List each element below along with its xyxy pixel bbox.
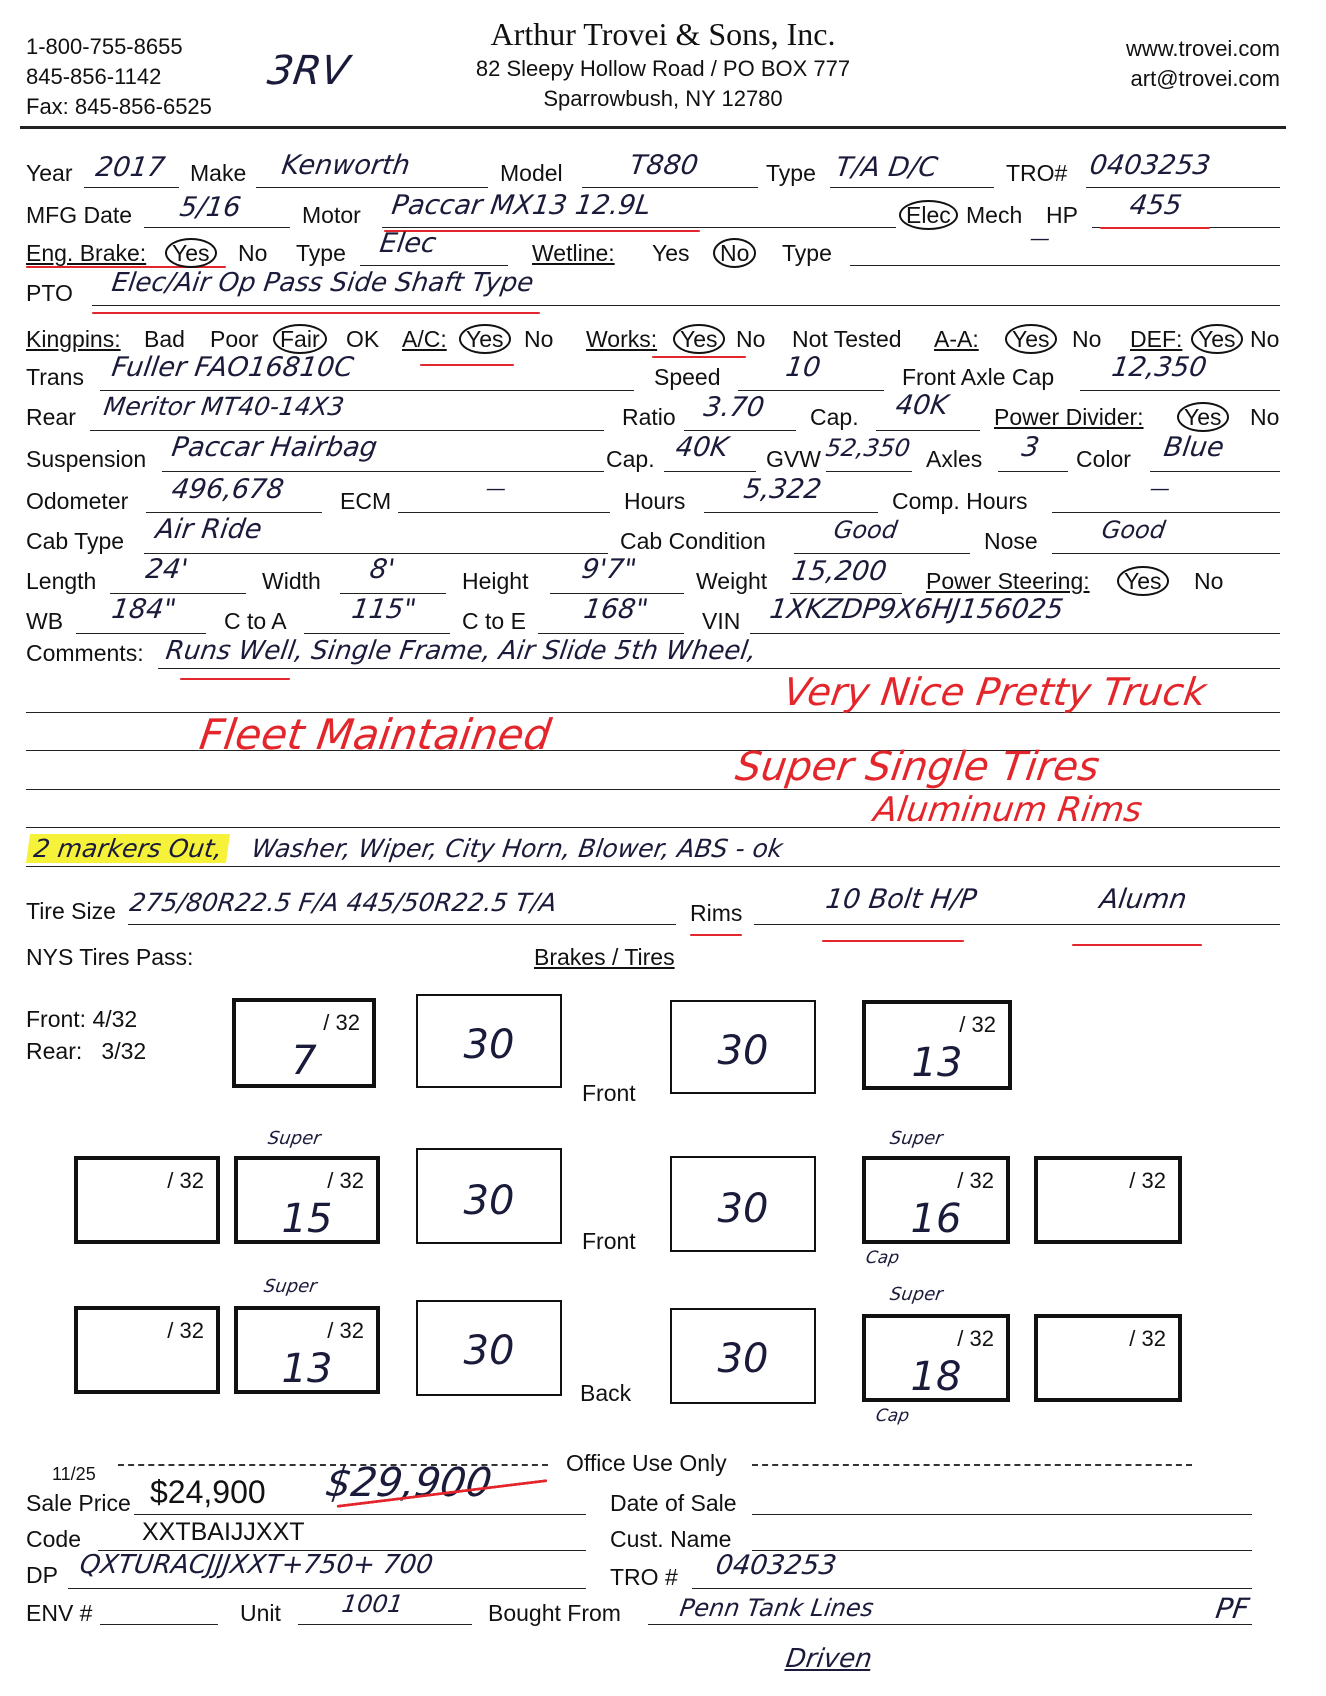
label-front-1: Front — [582, 1080, 636, 1106]
option-power-divider-no: No — [1250, 404, 1280, 430]
note-super-left-2: Super — [266, 1128, 323, 1149]
option-aa-yes-selected: Yes — [1012, 326, 1057, 353]
value-suspension: Paccar Hairbag — [169, 432, 380, 463]
option-kingpins-fair-selected: Fair — [280, 326, 327, 353]
label-motor: Motor — [302, 202, 361, 228]
option-aa-no: No — [1072, 326, 1102, 352]
brake-rear-left[interactable]: 30 — [416, 1300, 562, 1396]
label-comments: Comments: — [26, 640, 144, 666]
label-type: Type — [766, 160, 816, 186]
value-width: 8' — [367, 554, 397, 585]
label-works: Works: — [586, 326, 658, 352]
option-kingpins-bad: Bad — [144, 326, 185, 352]
label-year: Year — [26, 160, 73, 186]
label-ecm: ECM — [340, 488, 392, 514]
label-rear: Rear — [26, 404, 76, 430]
comment-super-single: Super Single Tires — [732, 744, 1103, 790]
label-front-axle-cap: Front Axle Cap — [902, 364, 1055, 390]
comment-line-1: Runs Well, Single Frame, Air Slide 5th Wheel, — [163, 636, 759, 666]
label-date-of-sale: Date of Sale — [610, 1490, 737, 1516]
option-elec-selected: Elec — [906, 202, 958, 229]
option-power-divider-yes-selected: Yes — [1184, 404, 1229, 431]
brake-rear-right[interactable]: 30 — [670, 1308, 816, 1404]
value-length: 24' — [143, 554, 190, 585]
value-height: 9'7" — [579, 554, 639, 585]
brake-front-left[interactable]: 30 — [416, 994, 562, 1088]
tire-front-right[interactable]: / 32 13 — [862, 1000, 1012, 1090]
option-wetline-no-selected: No — [720, 240, 756, 267]
value-rear-cap: 40K — [893, 390, 951, 421]
label-vin: VIN — [702, 608, 741, 634]
brake-mid-left[interactable]: 30 — [416, 1148, 562, 1244]
option-eng-brake-no: No — [238, 240, 268, 266]
label-unit: Unit — [240, 1600, 281, 1626]
value-model: T880 — [627, 150, 701, 181]
value-year: 2017 — [93, 152, 167, 183]
tire-rear-outer-left[interactable]: / 32 — [74, 1306, 220, 1394]
label-susp-cap: Cap. — [606, 446, 655, 472]
value-comp-hours: — — [1148, 476, 1172, 500]
label-odometer: Odometer — [26, 488, 129, 514]
phone-local: 845-856-1142 — [26, 64, 162, 89]
option-ac-yes-selected: Yes — [466, 326, 511, 353]
label-brakes-tires: Brakes / Tires — [534, 944, 675, 970]
label-ratio: Ratio — [622, 404, 676, 430]
label-height: Height — [462, 568, 529, 594]
value-vin: 1XKZDP9X6HJ156025 — [767, 594, 1066, 625]
value-bought-from: Penn Tank Lines — [678, 1594, 876, 1622]
label-front-2: Front — [582, 1228, 636, 1254]
note-cap-2: Cap — [864, 1248, 901, 1268]
value-color: Blue — [1161, 432, 1226, 463]
option-works-no: No — [736, 326, 766, 352]
label-width: Width — [262, 568, 321, 594]
value-old-price: $29,900 — [322, 1460, 495, 1506]
tire-mid-inner-right[interactable]: / 32 16 — [862, 1156, 1010, 1244]
label-hours: Hours — [624, 488, 686, 514]
option-kingpins-poor: Poor — [210, 326, 259, 352]
value-tro: 0403253 — [1087, 150, 1213, 181]
value-c-to-a: 115" — [349, 594, 419, 625]
label-pto: PTO — [26, 280, 73, 306]
label-wetline: Wetline: — [532, 240, 615, 266]
company-contact — [1126, 34, 1280, 94]
option-power-steering-yes-selected: Yes — [1124, 568, 1169, 595]
value-tire-size: 275/80R22.5 F/A 445/50R22.5 T/A — [127, 888, 559, 917]
value-tro-office: 0403253 — [713, 1550, 839, 1581]
comment-markers-out: 2 markers Out, — [26, 834, 230, 863]
value-motor: Paccar MX13 12.9L — [389, 190, 653, 221]
option-eng-brake-yes-selected: Yes — [172, 240, 217, 267]
comment-inspection: Washer, Wiper, City Horn, Blower, ABS - ok — [249, 834, 785, 863]
fax-number: Fax: 845-856-6525 — [26, 94, 212, 119]
brake-mid-right[interactable]: 30 — [670, 1156, 816, 1252]
company-email[interactable]: art@trovei.com — [1130, 66, 1280, 91]
label-c-to-a: C to A — [224, 608, 287, 634]
value-cab-type: Air Ride — [153, 514, 264, 545]
value-ratio: 3.70 — [701, 392, 767, 423]
option-def-no: No — [1250, 326, 1280, 352]
label-model: Model — [500, 160, 563, 186]
label-power-steering: Power Steering: — [926, 568, 1090, 594]
label-cab-type: Cab Type — [26, 528, 125, 554]
value-c-to-e: 168" — [581, 594, 651, 625]
value-speed: 10 — [783, 352, 823, 383]
label-weight: Weight — [696, 568, 768, 594]
note-super-right-2: Super — [888, 1128, 945, 1149]
value-front-axle-cap: 12,350 — [1109, 352, 1209, 383]
label-eng-brake: Eng. Brake: — [26, 240, 147, 266]
value-rims: 10 Bolt H/P — [823, 884, 979, 915]
header-divider — [20, 126, 1286, 129]
label-env: ENV # — [26, 1600, 93, 1626]
label-length: Length — [26, 568, 97, 594]
label-def: DEF: — [1130, 326, 1183, 352]
tire-mid-outer-right[interactable]: / 32 — [1034, 1156, 1182, 1244]
label-kingpins: Kingpins: — [26, 326, 121, 352]
value-sale-price: $24,900 — [150, 1474, 266, 1510]
label-sale-price: Sale Price — [26, 1490, 131, 1516]
value-mfg-date: 5/16 — [177, 192, 243, 223]
option-mech: Mech — [966, 202, 1023, 228]
label-dp: DP — [26, 1562, 58, 1588]
label-ac: A/C: — [402, 326, 447, 352]
value-wetline-type: — — [1028, 226, 1052, 250]
label-back: Back — [580, 1380, 632, 1406]
value-type: T/A D/C — [833, 152, 940, 183]
value-dp: QXTURACJJJXXT+750+ 700 — [77, 1550, 435, 1580]
note-cap-3: Cap — [874, 1406, 911, 1426]
company-address: 82 Sleepy Hollow Road / PO BOX 777 — [475, 56, 851, 81]
option-ac-no: No — [524, 326, 554, 352]
tire-mid-inner-left[interactable]: / 32 15 — [234, 1156, 380, 1244]
label-tro-office: TRO # — [610, 1564, 678, 1590]
value-ecm: — — [484, 476, 508, 500]
value-nose: Good — [1100, 516, 1168, 544]
value-gvw: 52,350 — [824, 434, 912, 462]
label-nys-tires-pass: NYS Tires Pass: — [26, 944, 194, 970]
value-hp: 455 — [1127, 190, 1184, 221]
value-make: Kenworth — [279, 150, 413, 181]
option-power-steering-no: No — [1194, 568, 1224, 594]
tire-front-left[interactable]: / 32 7 — [232, 998, 376, 1088]
label-speed: Speed — [654, 364, 721, 390]
company-city: Sparrowbush, NY 12780 — [543, 86, 783, 111]
value-cab-condition: Good — [832, 516, 900, 544]
handwritten-tag: 3RV — [264, 48, 352, 94]
option-works-yes-selected: Yes — [680, 326, 725, 353]
front-spec: Front: 4/32 — [26, 1006, 138, 1032]
comment-aluminum-rims: Aluminum Rims — [871, 790, 1145, 830]
label-trans: Trans — [26, 364, 84, 390]
value-driven: Driven — [783, 1644, 874, 1674]
value-rims-material: Alumn — [1097, 884, 1189, 915]
tire-mid-outer-left[interactable]: / 32 — [74, 1156, 220, 1244]
label-comp-hours: Comp. Hours — [892, 488, 1028, 514]
phone-tollfree: 1-800-755-8655 — [26, 34, 183, 59]
label-brake-type: Type — [296, 240, 346, 266]
value-rear: Meritor MT40-14X3 — [101, 392, 347, 421]
label-tire-size: Tire Size — [26, 898, 116, 924]
label-tro: TRO# — [1006, 160, 1068, 186]
value-brake-type: Elec — [377, 228, 439, 259]
comment-fleet-maintained: Fleet Maintained — [196, 710, 555, 759]
brake-front-right[interactable]: 30 — [670, 1000, 816, 1094]
label-bought-from: Bought From — [488, 1600, 621, 1626]
label-nose: Nose — [984, 528, 1038, 554]
tire-rear-inner-left[interactable]: / 32 13 — [234, 1306, 380, 1394]
value-unit: 1001 — [340, 1590, 406, 1618]
value-pto: Elec/Air Op Pass Side Shaft Type — [109, 268, 536, 298]
label-hp: HP — [1046, 202, 1078, 228]
label-make: Make — [190, 160, 247, 186]
office-use-heading: Office Use Only — [566, 1450, 727, 1476]
value-trans: Fuller FAO16810C — [109, 352, 356, 383]
label-cust-name: Cust. Name — [610, 1526, 732, 1552]
label-gvw: GVW — [766, 446, 821, 472]
option-def-yes-selected: Yes — [1198, 326, 1243, 353]
rear-spec: Rear: 3/32 — [26, 1038, 147, 1064]
value-axles: 3 — [1019, 432, 1042, 463]
value-wb: 184" — [109, 594, 179, 625]
label-mfg-date: MFG Date — [26, 202, 133, 228]
value-initials: PF — [1213, 1592, 1252, 1625]
option-works-not-tested: Not Tested — [792, 326, 902, 352]
value-odometer: 496,678 — [169, 474, 286, 505]
date-mark: 11/25 — [52, 1464, 96, 1484]
label-wb: WB — [26, 608, 64, 634]
label-color: Color — [1076, 446, 1131, 472]
label-axles: Axles — [926, 446, 983, 472]
option-kingpins-ok: OK — [346, 326, 380, 352]
option-wetline-yes: Yes — [652, 240, 690, 266]
company-name: Arthur Trovei & Sons, Inc. — [490, 16, 836, 52]
tire-rear-inner-right[interactable]: / 32 18 — [862, 1314, 1010, 1402]
company-website[interactable]: www.trovei.com — [1125, 36, 1280, 61]
label-cab-condition: Cab Condition — [620, 528, 766, 554]
label-suspension: Suspension — [26, 446, 147, 472]
label-aa: A-A: — [934, 326, 979, 352]
note-super-left-3: Super — [262, 1276, 319, 1297]
value-weight: 15,200 — [789, 556, 889, 587]
value-susp-cap: 40K — [673, 432, 731, 463]
value-code: XXTBAIJJXXT — [142, 1518, 305, 1546]
label-wetline-type: Type — [782, 240, 832, 266]
value-hours: 5,322 — [741, 474, 824, 505]
label-c-to-e: C to E — [462, 608, 526, 634]
label-code: Code — [26, 1526, 81, 1552]
label-rims: Rims — [690, 900, 743, 926]
note-super-right-3: Super — [888, 1284, 945, 1305]
label-power-divider: Power Divider: — [994, 404, 1144, 430]
tire-rear-outer-right[interactable]: / 32 — [1034, 1314, 1182, 1402]
comment-very-nice: Very Nice Pretty Truck — [780, 670, 1209, 714]
label-rear-cap: Cap. — [810, 404, 859, 430]
